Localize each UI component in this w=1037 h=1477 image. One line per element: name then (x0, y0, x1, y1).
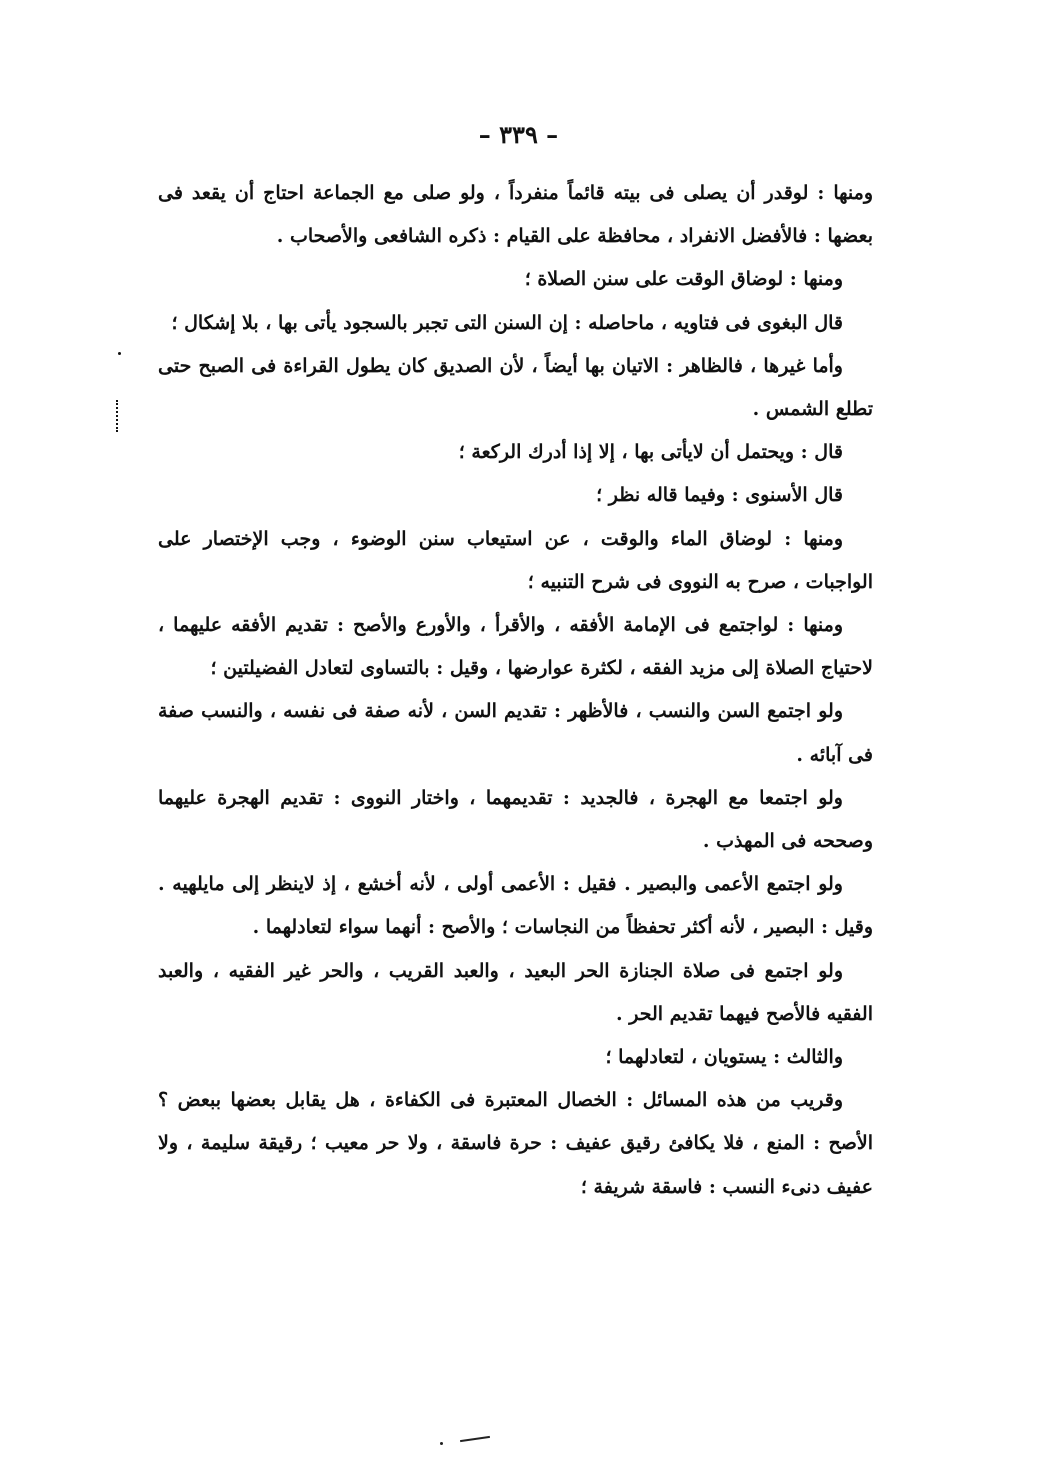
paragraph: قال الأسنوى : وفيما قاله نظر ؛ (596, 484, 843, 507)
margin-dot (118, 352, 121, 355)
footer-dot (440, 1442, 443, 1445)
paragraph: ومنها : لواجتمع فى الإمامة الأفقه ، والأقرأ ، والأورع والأصح : تقديم الأفقه عليهما ، لاحتياج الصلاة إلى مزيد الفقه ، لكثرة عوارضها ، وقيل : بالتساوى لتعادل الفضيلتين ؛ (158, 614, 873, 680)
paragraph: ومنها : لوضاق الماء والوقت ، عن استيعاب سنن الوضوء ، وجب الإختصار على الواجبات ، صرح به النووى فى شرح التنبيه ؛ (158, 527, 873, 593)
paragraph: ومنها : لوضاق الوقت على سنن الصلاة ؛ (524, 268, 843, 291)
paragraph: ومنها : لوقدر أن يصلى فى بيته قائماً منفرداً ، ولو صلى مع الجماعة احتاج أن يقعد فى بعضها : فالأفضل الانفراد ، محافظة على القيام : ذكره الشافعى والأصحاب . (158, 182, 873, 248)
paragraph: وأما غيرها ، فالظاهر : الاتيان بها أيضاً ، لأن الصديق كان يطول القراءة فى الصبح حتى تطلع الشمس . (158, 354, 873, 421)
paragraph: ولو اجتمع فى صلاة الجنازة الحر البعيد ، والعبد القريب ، والحر غير الفقيه ، والعبد الفقيه فالأصح فيهما تقديم الحر . (158, 959, 873, 1025)
paragraph: ولو اجتمع السن والنسب ، فالأظهر : تقديم السن ، لأنه صفة فى نفسه ، والنسب صفة فى آبائه . (158, 700, 873, 766)
paragraph: والثالث : يستويان ، لتعادلهما ؛ (605, 1046, 843, 1069)
paragraph: قال البغوى فى فتاويه ، ماحاصله : إن السنن التى تجبر بالسجود يأتى بها ، بلا إشكال ؛ (171, 311, 843, 334)
footer-mark (460, 1436, 490, 1442)
paragraph: ولو اجتمعا مع الهجرة ، فالجديد : تقديمهما ، واختار النووى : تقديم الهجرة عليهما وصححه فى المهذب . (158, 786, 873, 853)
margin-dotted-mark (116, 400, 122, 432)
body-text (158, 172, 873, 1209)
paragraph: وقريب من هذه المسائل : الخصال المعتبرة فى الكفاءة ، هل يقابل بعضها ببعض ؟ الأصح : المنع ، فلا يكافئ رقيق عفيف : حرة فاسقة ، ولا حر معيب ؛ رقيقة سليمة ، ولا عفيف دنىء النسب : فاسقة شريفة ؛ (158, 1089, 873, 1198)
page-number: – ٣٣٩ – (478, 120, 559, 149)
paragraph: ولو اجتمع الأعمى والبصير . فقيل : الأعمى أولى ، لأنه أخشع ، إذ لاينظر إلى مايلهيه . وقيل : البصير ، لأنه أكثر تحفظاً من النجاسات ؛ والأصح : أنهما سواء لتعادلهما . (158, 873, 873, 939)
paragraph: قال : ويحتمل أن لايأتى بها ، إلا إذا أدرك الركعة ؛ (458, 441, 843, 464)
